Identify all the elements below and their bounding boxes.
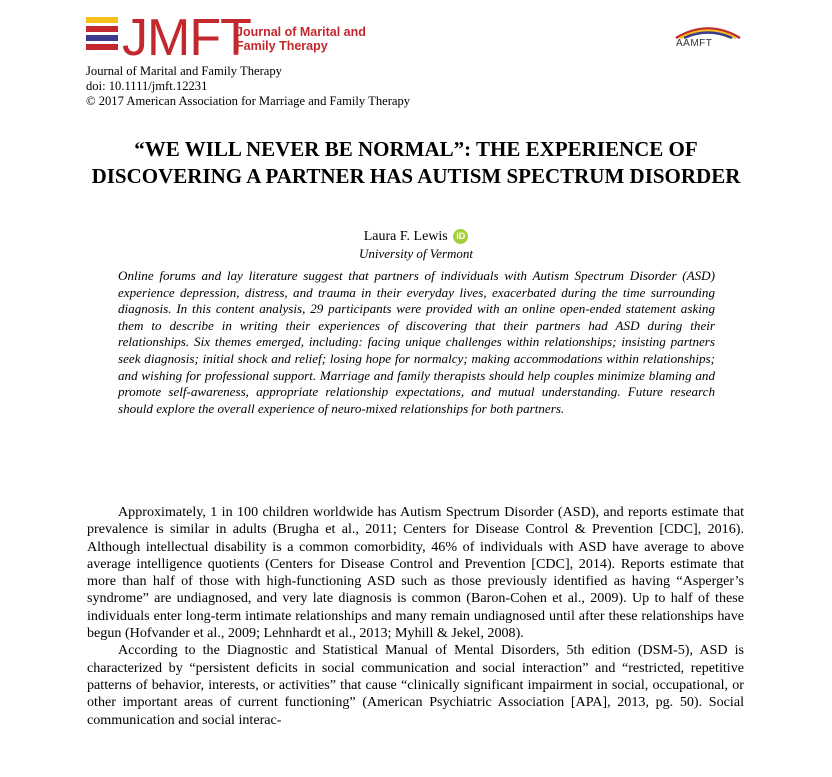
copyright: © 2017 American Association for Marriage and Family Therapy: [86, 94, 411, 108]
jmft-logo: [86, 9, 386, 67]
article-body: [87, 504, 744, 729]
author-line: [0, 229, 832, 245]
orcid-icon[interactable]: iD: [453, 229, 468, 244]
stripe-3: [86, 35, 118, 41]
body-paragraph-2: According to the Diagnostic and Statistical Manual of Mental Disorders, 5th edition (DSM-5), ASD is characterized by “persistent deficits in social communication and social interaction” and “restricted, repetitive patterns of behavior, interests, or activities” that cause “clinically significant impairment in social, occupational, or other important areas of current functioning” (American Psychiatric Association [APA], 2013, pg. 50). Social communication and social interac-: [87, 642, 744, 728]
stripe-1: [86, 17, 118, 23]
aamft-logo-text: AAMFT: [676, 38, 713, 49]
author-name: Laura F. Lewis: [363, 229, 448, 244]
abstract-text: Online forums and lay literature suggest that partners of individuals with Autism Spectrum Disorder (ASD) experience depression, distress, and trauma in their everyday lives, exacerbated during the time surrounding diagnosis. In this content analysis, 29 participants were provided with an online open-ended statement asking them to describe in writing their experiences of discovering that their partners had ASD during their relationships. Six themes emerged, including: facing unique challenges within relationships; insisting partners seek diagnosis; initial shock and relief; losing hope for normalcy; making accommodations within relationships; and wishing for professional support. Marriage and family therapists should help couples minimize blaming and promote self-awareness, appropriate relationship expectations, and mutual understanding. Future research should explore the overall experience of neuro-mixed relationships for both partners.: [118, 268, 715, 416]
aamft-arc-icon: [672, 25, 744, 39]
body-paragraph-1: Approximately, 1 in 100 children worldwide has Autism Spectrum Disorder (ASD), and reports estimate that prevalence is similar in adults (Brugha et al., 2011; Centers for Disease Control & Prevention [CDC], 2016). Although intellectual disability is a common comorbidity, 46% of individuals with ASD have average to above average intelligence quotients (Centers for Disease Control and Prevention [CDC], 2014). Reports estimate that more than half of those with high-functioning ASD such as those previously identified as having “Asperger’s syndrome” are undiagnosed, and very late diagnosis is common (Baron-Cohen et al., 2009). Up to half of these individuals enter long-term intimate relationships and many remain undiagnosed until after these relationships have begun (Hofvander et al., 2009; Lehnhardt et al., 2013; Myhill & Jekel, 2008).: [87, 504, 744, 642]
article-meta: [86, 64, 410, 109]
author-affiliation: University of Vermont: [358, 246, 474, 261]
journal-name: Journal of Marital and Family Therapy: [86, 64, 282, 78]
aamft-logo: [672, 25, 744, 63]
article-title: “WE WILL NEVER BE NORMAL”: THE EXPERIENCE OF DISCOVERING A PARTNER HAS AUTISM SPECTRUM DISORDER: [91, 137, 741, 188]
stripe-4: [86, 44, 118, 50]
doi[interactable]: doi: 10.1111/jmft.12231: [86, 79, 208, 93]
abstract: [118, 268, 715, 417]
stripe-2: [86, 26, 118, 32]
jmft-logo-subtitle: Journal of Marital and Family Therapy: [236, 25, 366, 53]
jmft-logo-stripes: [86, 17, 118, 59]
jmft-logo-text: JMFT: [122, 9, 251, 67]
